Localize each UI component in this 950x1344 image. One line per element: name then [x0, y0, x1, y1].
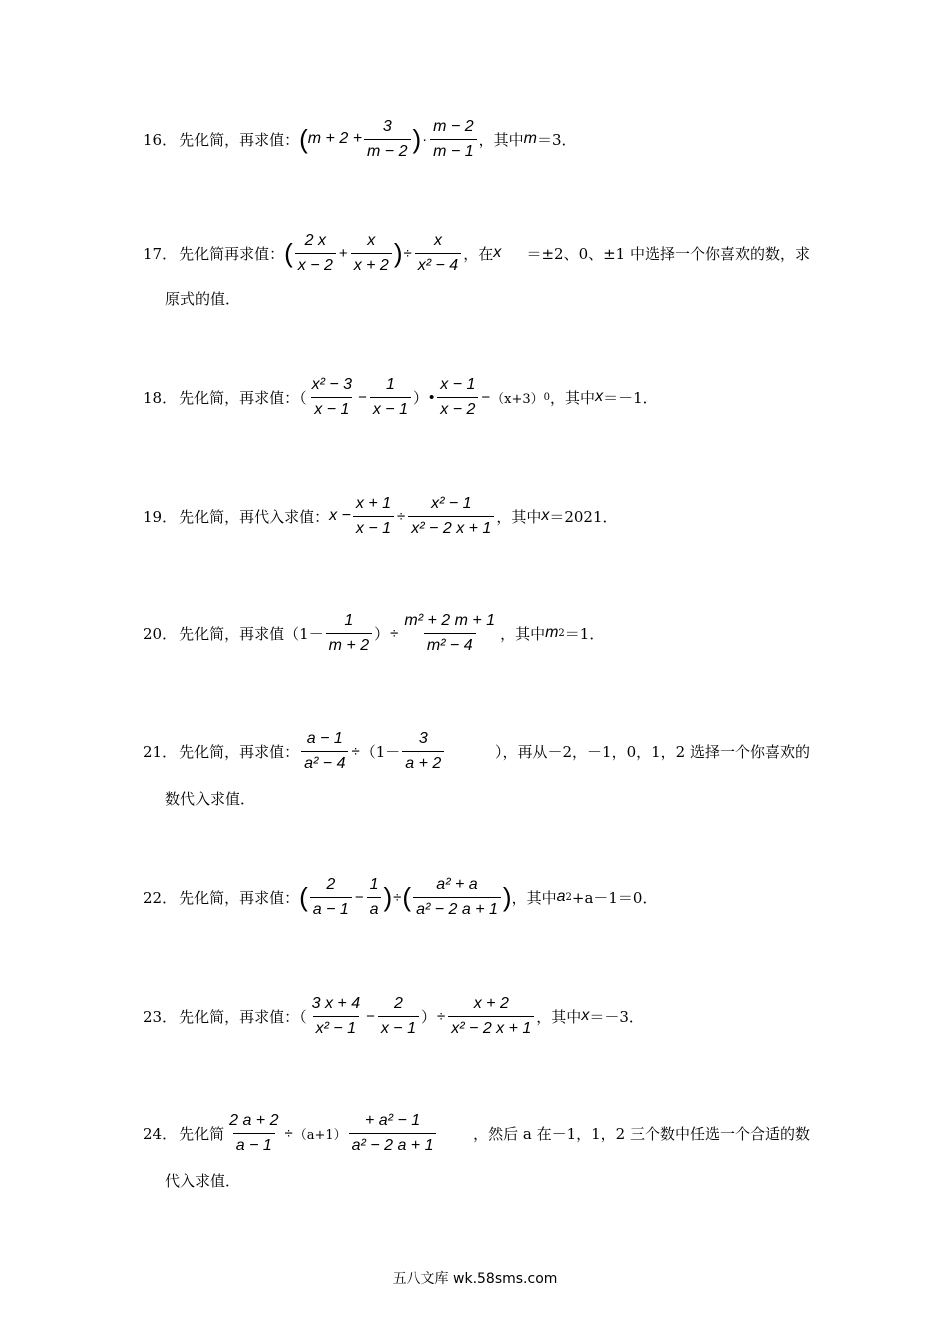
problem-number: 19．	[143, 507, 178, 526]
fraction: $\frac{3 x + 4}{\text{x² − 1}}$	[311, 994, 361, 1037]
problem-number: 17．	[143, 244, 178, 263]
close-paren: )	[393, 238, 403, 268]
divide-operator: ÷	[437, 1007, 446, 1025]
problem-number: 16．	[143, 130, 178, 149]
close-paren: )	[412, 124, 422, 154]
condition-value: ＝1．	[564, 624, 605, 643]
condition-text: ，其中	[550, 388, 596, 407]
problem-instruction: 先化简，再求值（1－	[179, 624, 324, 643]
close-paren: ）	[421, 1007, 437, 1026]
variable: a	[556, 888, 566, 905]
problem-instruction: 先化简再求值：	[179, 244, 285, 263]
fraction: $\frac{3}{m - 2}$	[364, 117, 410, 162]
fraction: $\frac{x + 1}{x - 1}$	[353, 494, 394, 539]
condition-value: ＝3．	[536, 130, 577, 149]
close-paren: )	[383, 882, 393, 912]
problem-number: 22．	[143, 888, 178, 907]
fraction: $\frac{\text{x² − 3}}{x - 1}$	[311, 375, 353, 418]
problem-number: 21．	[143, 742, 178, 761]
condition-value: ＝－3．	[589, 1007, 644, 1026]
close-paren: )	[502, 882, 512, 912]
fraction: $\frac{x - 1}{x - 2}$	[437, 375, 478, 420]
problem-instruction: 先化简，再求值：	[179, 888, 300, 907]
fraction: $\frac{1}{a}$	[367, 875, 382, 920]
multiply-operator: •	[429, 388, 435, 406]
problem-number: 18．	[143, 388, 178, 407]
exponent: 2	[558, 627, 565, 639]
problem-instruction: 先化简	[179, 1124, 225, 1143]
continuation-text: 数代入求值．	[165, 789, 256, 808]
problem-instruction: 先化简，再求值：（	[179, 1007, 307, 1026]
minus-operator: −	[366, 1007, 375, 1025]
condition-text: ，其中	[496, 507, 542, 526]
variable: x	[493, 244, 502, 261]
divide-operator: ÷	[397, 507, 406, 525]
minus-operator: −	[358, 388, 367, 406]
minus-operator: −	[481, 388, 491, 406]
open-paren: (	[402, 882, 412, 912]
condition-value: ＝－1．	[603, 388, 658, 407]
open-paren: （1－	[360, 742, 401, 761]
power-exponent: 0	[543, 391, 551, 403]
problem-number: 20．	[143, 624, 178, 643]
plus-operator: +	[338, 244, 348, 262]
variable: m	[523, 130, 537, 147]
divide-operator: ÷	[390, 624, 399, 642]
expression-term: x −	[329, 507, 351, 524]
open-paren: (	[299, 124, 308, 154]
fraction: $\frac{1}{x - 1}$	[370, 375, 411, 420]
variable: x	[595, 388, 604, 405]
fraction: $\frac{3}{a + 2}$	[402, 729, 444, 774]
condition-text: ，其中	[511, 888, 557, 907]
power-base: （x+3）	[491, 391, 544, 407]
condition-value: +a－1＝0．	[571, 888, 658, 907]
open-paren: (	[284, 238, 293, 268]
footer-watermark: 五八文库 wk.58sms.com	[392, 1271, 558, 1287]
condition-value: ），再从－2，－1，0，1，2 选择一个你喜欢的	[495, 742, 810, 761]
continuation-text: 代入求值．	[165, 1171, 241, 1190]
condition-text: ，其中	[500, 624, 546, 643]
divide-operator: ÷	[403, 244, 412, 262]
fraction: $\frac{\text{a² + a}}{\text{a² − 2 a + 1}}$	[413, 875, 501, 920]
variable: m	[545, 624, 559, 641]
expression-term: m + 2 +	[307, 130, 363, 147]
fraction: $\frac{\text{x² − 1}}{\text{x² − 2 x + 1}}$	[408, 494, 494, 539]
condition-text: ，其中	[478, 130, 524, 149]
problem-instruction: 先化简，再求值：	[179, 742, 300, 761]
condition-value: ，然后 a 在－1，1，2 三个数中任选一个合适的数	[473, 1124, 810, 1143]
condition-text: ，在	[463, 244, 494, 263]
fraction: $\frac{2 x}{x - 2}$	[295, 231, 336, 276]
fraction: $\frac{\text{+ a² − 1}}{\text{a² − 2 a + 1}}$	[349, 1111, 437, 1156]
problem-instruction: 先化简，再代入求值：	[179, 507, 330, 526]
fraction: $\frac{a - 1}{\text{a² − 4}}$	[301, 729, 348, 774]
variable: x	[581, 1007, 590, 1024]
fraction: $\frac{2}{a - 1}$	[310, 875, 352, 920]
problem-instruction: 先化简，再求值：（	[179, 388, 307, 407]
multiply-operator: ·	[422, 130, 428, 148]
fraction: $\frac{m - 2}{m - 1}$	[430, 117, 476, 162]
open-paren: (	[299, 882, 308, 912]
exponent: 2	[565, 891, 572, 903]
fraction: $\frac{2 a + 2}{a - 1}$	[229, 1111, 279, 1154]
problem-number: 24．	[143, 1124, 178, 1143]
close-paren: ）	[412, 388, 428, 407]
problem-instruction: 先化简，再求值：	[179, 130, 300, 149]
fraction: $\frac{x}{\text{x² − 4}}$	[415, 231, 461, 276]
fraction: $\frac{x + 2}{\text{x² − 2 x + 1}}$	[448, 994, 534, 1039]
divide-operator: ÷	[284, 1124, 293, 1142]
variable: x	[541, 507, 550, 524]
condition-value: ＝±2、0、±1 中选择一个你喜欢的数，求	[526, 244, 810, 263]
fraction: $\frac{x}{x + 2}$	[351, 231, 392, 276]
minus-operator: −	[354, 888, 364, 906]
fraction: $\frac{1}{m + 2}$	[326, 611, 372, 656]
continuation-text: 原式的值．	[165, 289, 241, 308]
close-paren: ）	[374, 624, 390, 643]
divide-operator: ÷	[351, 742, 360, 760]
condition-text: ，其中	[536, 1007, 582, 1026]
fraction: $\frac{2}{x - 1}$	[378, 994, 419, 1039]
expression-term: （a+1）	[293, 1127, 347, 1143]
fraction: $\frac{\text{m² + 2 m + 1}}{\text{m² − 4}}$	[404, 611, 496, 654]
condition-value: ＝2021．	[549, 507, 618, 526]
divide-operator: ÷	[393, 888, 402, 906]
problem-number: 23．	[143, 1007, 178, 1026]
